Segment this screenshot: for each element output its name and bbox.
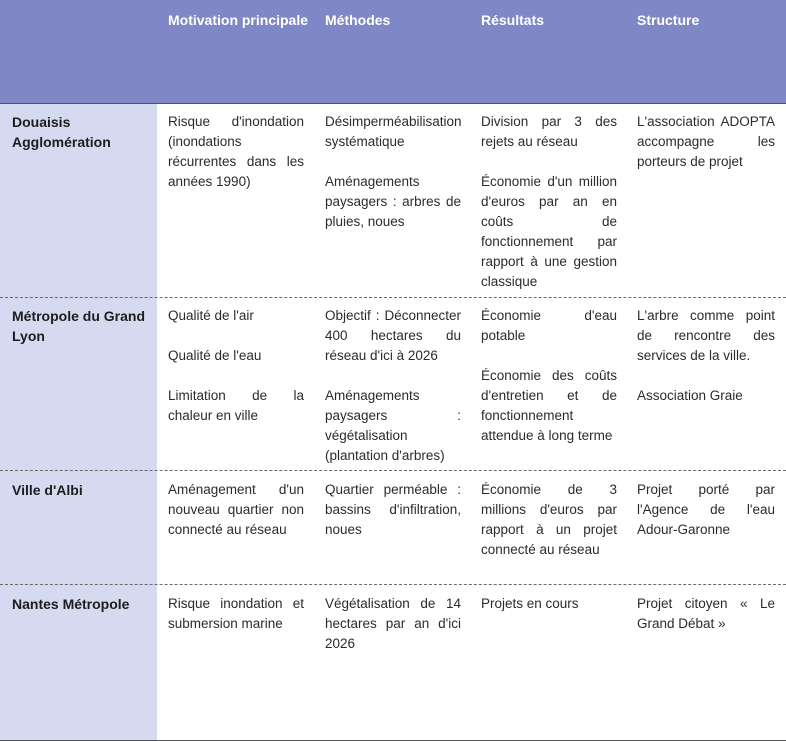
row-label-grand-lyon: Métropole du Grand Lyon	[12, 308, 145, 344]
cell-structure	[637, 594, 775, 634]
cell-text: Qualité de l'air	[168, 308, 254, 323]
row-label-douaisis: Douaisis Agglomération	[12, 114, 111, 150]
cell-text: Végétalisation de 14 hectares par an d'ici 2026	[325, 596, 461, 651]
header-structure: Structure	[637, 12, 700, 28]
header-resultats: Résultats	[481, 12, 545, 28]
cell-text: Économie des coûts d'entretien et de fonctionnement attendue à long terme	[481, 368, 617, 443]
cell-structure	[637, 306, 775, 406]
cell-text: Économie d'un million d'euros par an en coûts de fonctionnement par rapport à une gestion classique	[481, 174, 617, 289]
cell-structure	[637, 112, 775, 172]
cell-resultats	[481, 112, 617, 292]
cell-motivation	[168, 306, 304, 426]
cell-resultats	[481, 594, 617, 614]
cell-text: L'association ADOPTA accompagne les porteurs de projet	[637, 114, 775, 169]
cell-text: Risque inondation et submersion marine	[168, 596, 304, 631]
cell-text: Économie de 3 millions d'euros par rapport à un projet connecté au réseau	[481, 482, 617, 557]
cell-text: Projets en cours	[481, 596, 579, 611]
cell-resultats	[481, 480, 617, 560]
row-divider	[0, 584, 786, 585]
cell-text: Projet citoyen « Le Grand Débat »	[637, 596, 775, 631]
header-motivation: Motivation principale	[168, 12, 309, 28]
cell-resultats	[481, 306, 617, 446]
cell-text: L'arbre comme point de rencontre des services de la ville.	[637, 308, 775, 363]
cell-text: Objectif : Déconnecter 400 hectares du réseau d'ici à 2026	[325, 308, 461, 363]
header-divider	[0, 103, 786, 104]
cell-text: Économie d'eau potable	[481, 308, 617, 343]
cell-text: Aménagements paysagers : végétalisation (plantation d'arbres)	[325, 388, 461, 463]
cell-motivation	[168, 112, 304, 192]
cell-text: Qualité de l'eau	[168, 348, 262, 363]
row-header-column	[0, 103, 157, 741]
cell-methodes	[325, 306, 461, 466]
cell-methodes	[325, 112, 461, 232]
row-label-nantes: Nantes Métropole	[12, 596, 130, 612]
cell-text: Aménagement d'un nouveau quartier non connecté au réseau	[168, 482, 304, 537]
cell-text: Limitation de la chaleur en ville	[168, 388, 304, 423]
cell-structure	[637, 480, 775, 540]
table-header	[0, 0, 786, 103]
cell-methodes	[325, 480, 461, 540]
cell-text: Projet porté par l'Agence de l'eau Adour-Garonne	[637, 482, 775, 537]
cell-motivation	[168, 594, 304, 634]
row-label-albi: Ville d'Albi	[12, 482, 83, 498]
cell-motivation	[168, 480, 304, 540]
cell-text: Quartier perméable : bassins d'infiltration, noues	[325, 482, 461, 537]
cell-text: Aménagements paysagers : arbres de pluies, noues	[325, 174, 461, 229]
row-divider	[0, 470, 786, 471]
header-methodes: Méthodes	[325, 12, 391, 28]
cell-text: Désimperméabilisation systématique	[325, 114, 462, 149]
cell-text: Association Graie	[637, 388, 743, 403]
cell-text: Risque d'inondation (inondations récurrentes dans les années 1990)	[168, 114, 304, 189]
cell-text: Division par 3 des rejets au réseau	[481, 114, 617, 149]
cell-methodes	[325, 594, 461, 654]
row-divider	[0, 297, 786, 298]
